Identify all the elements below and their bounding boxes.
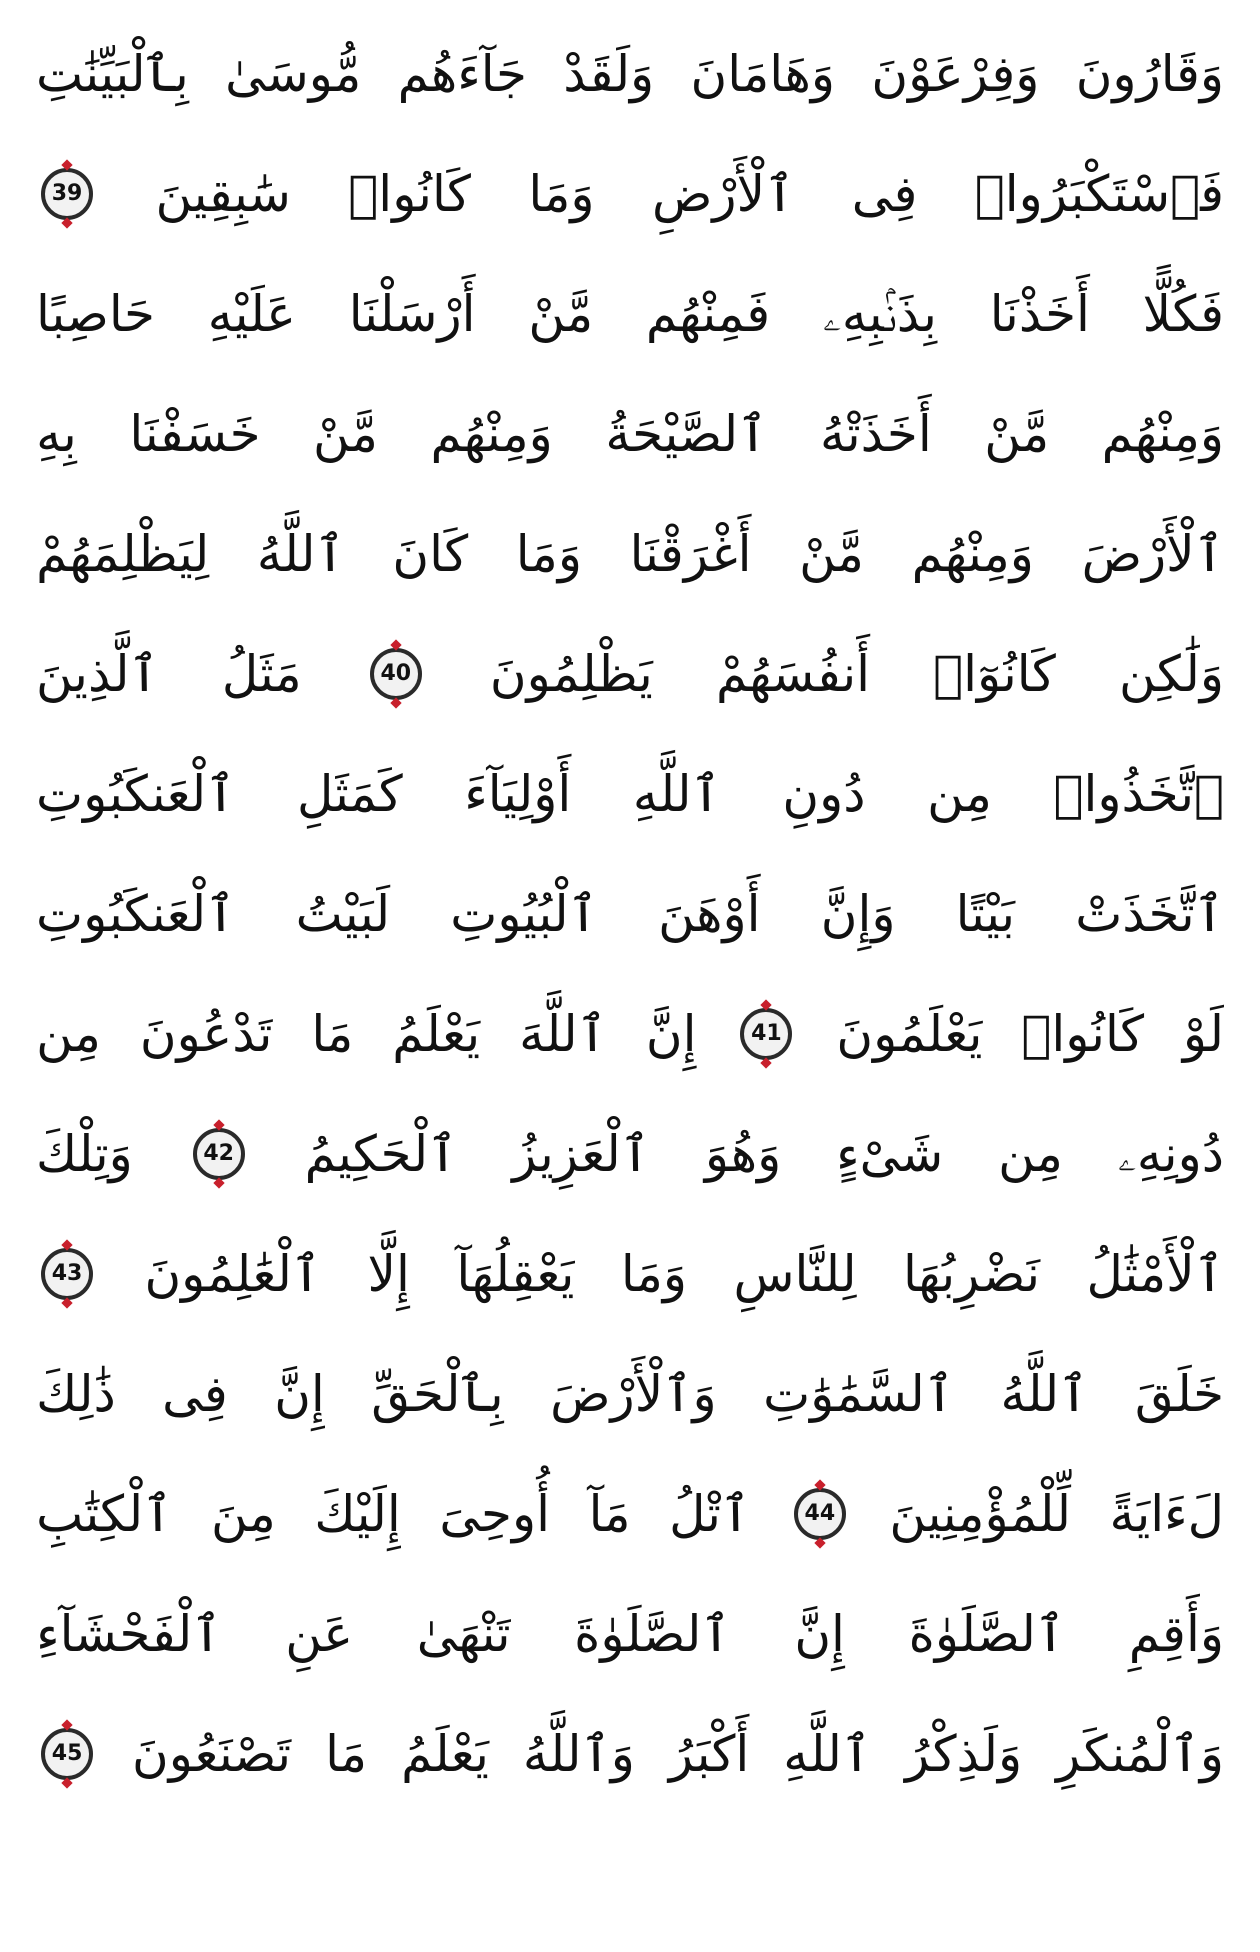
word: مِن <box>927 765 992 823</box>
word: وَمَا <box>528 165 595 223</box>
word: وَتِلْكَ <box>36 1125 133 1183</box>
word: ٱتَّخَذَتْ <box>1075 885 1224 943</box>
word: إِنَّ <box>645 1005 697 1063</box>
word: ٱلْعَنكَبُوتِ <box>36 765 236 823</box>
word: ٱلَّذِينَ <box>36 645 159 703</box>
word: يَظْلِمُونَ <box>489 645 653 703</box>
word: بِٱلْبَيِّنَٰتِ <box>36 45 189 103</box>
text-line-9 <box>36 974 1224 1094</box>
ayah-end-marker <box>789 1483 851 1545</box>
word: ٱلْأَمْثَٰلُ <box>1086 1245 1224 1303</box>
word: وَٱلْأَرْضَ <box>550 1365 717 1423</box>
ayah-end-marker <box>365 643 427 705</box>
word: كَانُوا۟ <box>348 165 471 223</box>
word: لَءَايَةً <box>1109 1485 1224 1543</box>
word: بِذَنۢبِهِۦ <box>822 285 937 343</box>
word: حَاصِبًا <box>36 285 155 343</box>
word: ٱللَّهِ <box>632 765 721 823</box>
text-line-12 <box>36 1334 1224 1454</box>
word: ٱلصَّلَوٰةَ <box>908 1605 1066 1663</box>
word: ٱلصَّيْحَةُ <box>605 405 768 463</box>
word: تَدْعُونَ <box>139 1005 273 1063</box>
word: ٱلْعَزِيزُ <box>512 1125 651 1183</box>
word: لَبَيْتُ <box>295 885 391 943</box>
word: يَعْلَمُ <box>401 1725 489 1783</box>
word: مَا <box>311 1005 354 1063</box>
word: ٱللَّهِ <box>783 1725 872 1783</box>
word: بِهِ <box>36 405 77 463</box>
quran-text-block <box>36 14 1224 1814</box>
text-line-4 <box>36 374 1224 494</box>
word: وَمَا <box>515 525 582 583</box>
word: مِنَ <box>211 1485 276 1543</box>
ayah-number: 39 <box>51 181 83 206</box>
ayah-number: 41 <box>751 1021 782 1046</box>
word: ٱلْعَنكَبُوتِ <box>36 885 236 943</box>
word: كَمَثَلِ <box>296 765 403 823</box>
word: جَآءَهُم <box>397 45 527 103</box>
word: فِى <box>162 1365 228 1423</box>
word: ٱلْأَرْضَ <box>1081 525 1224 583</box>
word: بَيْتًا <box>955 885 1015 943</box>
word: مَا <box>325 1725 368 1783</box>
word: عَنِ <box>285 1605 354 1663</box>
word: ٱللَّهَ <box>519 1005 607 1063</box>
word: ٱلْعَٰلِمُونَ <box>144 1245 322 1303</box>
word: خَلَقَ <box>1134 1365 1224 1423</box>
word: وَهَامَانَ <box>690 45 836 103</box>
word: فَٱسْتَكْبَرُوا۟ <box>974 165 1224 223</box>
word: وَلَذِكْرُ <box>905 1725 1023 1783</box>
text-line-7 <box>36 734 1224 854</box>
word: وَأَقِمِ <box>1128 1605 1224 1663</box>
word: سَٰبِقِينَ <box>155 165 291 223</box>
word: مَّنْ <box>313 405 378 463</box>
ayah-number: 43 <box>51 1261 83 1286</box>
word: أَوْهَنَ <box>658 885 761 943</box>
word: أَنفُسَهُمْ <box>715 645 870 703</box>
word: ٱلْأَرْضِ <box>651 165 795 223</box>
word: شَىْءٍ <box>836 1125 944 1183</box>
word: ٱلْبُيُوتِ <box>450 885 598 943</box>
word: أَغْرَقْنَا <box>629 525 752 583</box>
ayah-number: 45 <box>51 1741 83 1766</box>
word: مَّنْ <box>799 525 864 583</box>
word: ذَٰلِكَ <box>36 1365 116 1423</box>
word: أَرْسَلْنَا <box>348 285 476 343</box>
text-line-13 <box>36 1454 1224 1574</box>
word: إِلَّا <box>367 1245 410 1303</box>
word: وَقَارُونَ <box>1075 45 1224 103</box>
word: مَآ <box>588 1485 631 1543</box>
text-line-15 <box>36 1694 1224 1814</box>
ayah-number: 44 <box>804 1501 836 1526</box>
word: وَمِنْهُم <box>911 525 1034 583</box>
text-line-2 <box>36 134 1224 254</box>
word: وَلَقَدْ <box>563 45 655 103</box>
text-line-8 <box>36 854 1224 974</box>
word: ٱلصَّلَوٰةَ <box>574 1605 731 1663</box>
word: وَلَٰكِن <box>1118 645 1224 703</box>
word: ٱتَّخَذُوا۟ <box>1053 765 1224 823</box>
word: إِنَّ <box>794 1605 845 1663</box>
word: تَصْنَعُونَ <box>132 1725 292 1783</box>
word: وَإِنَّ <box>820 885 896 943</box>
word: يَعْلَمُ <box>392 1005 481 1063</box>
word: مُّوسَىٰ <box>225 45 362 103</box>
word: إِلَيْكَ <box>314 1485 401 1543</box>
word: مَثَلُ <box>221 645 302 703</box>
word: لَوْ <box>1182 1005 1224 1063</box>
word: أَخَذَتْهُ <box>819 405 932 463</box>
word: ٱلْحَكِيمُ <box>304 1125 458 1183</box>
word: ٱللَّهُ <box>256 525 345 583</box>
word: وَمِنْهُم <box>1101 405 1224 463</box>
word: وَهُوَ <box>704 1125 782 1183</box>
word: ٱللَّهُ <box>1000 1365 1089 1423</box>
word: دُونِهِۦ <box>1117 1125 1224 1183</box>
word: وَٱلْمُنكَرِ <box>1056 1725 1224 1783</box>
word: كَانُوا۟ <box>1021 1005 1144 1063</box>
word: لِلنَّاسِ <box>733 1245 857 1303</box>
word: مَّنْ <box>984 405 1050 463</box>
word: أَوْلِيَآءَ <box>464 765 572 823</box>
word: أُوحِىَ <box>439 1485 550 1543</box>
word: عَلَيْهِ <box>207 285 296 343</box>
word: تَنْهَىٰ <box>416 1605 511 1663</box>
word: فَكُلًّا <box>1142 285 1224 343</box>
ayah-end-marker <box>36 1723 98 1785</box>
word: ٱلْفَحْشَآءِ <box>36 1605 222 1663</box>
word: وَفِرْعَوْنَ <box>871 45 1040 103</box>
ayah-end-marker <box>36 163 98 225</box>
text-line-1 <box>36 14 1224 134</box>
text-line-14 <box>36 1574 1224 1694</box>
ayah-end-marker <box>36 1243 98 1305</box>
text-line-5 <box>36 494 1224 614</box>
word: وَٱللَّهُ <box>522 1725 635 1783</box>
word: يَعْلَمُونَ <box>836 1005 983 1063</box>
word: لِّلْمُؤْمِنِينَ <box>889 1485 1071 1543</box>
word: مِن <box>998 1125 1063 1183</box>
word: وَمَا <box>620 1245 688 1303</box>
word: يَعْقِلُهَآ <box>456 1245 575 1303</box>
word: فَمِنْهُم <box>645 285 771 343</box>
word: فِى <box>851 165 918 223</box>
text-line-6 <box>36 614 1224 734</box>
word: ٱلْكِتَٰبِ <box>36 1485 173 1543</box>
ayah-end-marker <box>188 1123 250 1185</box>
word: كَانُوٓا۟ <box>933 645 1056 703</box>
word: إِنَّ <box>274 1365 325 1423</box>
ayah-number: 40 <box>380 661 412 686</box>
word: بِٱلْحَقِّ <box>371 1365 504 1423</box>
ayah-number: 42 <box>203 1141 234 1166</box>
word: مِن <box>36 1005 101 1063</box>
word: دُونِ <box>782 765 866 823</box>
text-line-10 <box>36 1094 1224 1214</box>
word: كَانَ <box>392 525 469 583</box>
text-line-11 <box>36 1214 1224 1334</box>
ayah-end-marker <box>735 1003 797 1065</box>
text-line-3 <box>36 254 1224 374</box>
word: أَخَذْنَا <box>989 285 1090 343</box>
word: خَسَفْنَا <box>129 405 261 463</box>
word: مَّنْ <box>528 285 594 343</box>
word: لِيَظْلِمَهُمْ <box>36 525 210 583</box>
word: ٱلسَّمَٰوَٰتِ <box>763 1365 955 1423</box>
word: وَمِنْهُم <box>430 405 553 463</box>
word: نَضْرِبُهَا <box>902 1245 1041 1303</box>
word: ٱتْلُ <box>669 1485 751 1543</box>
word: أَكْبَرُ <box>668 1725 750 1783</box>
